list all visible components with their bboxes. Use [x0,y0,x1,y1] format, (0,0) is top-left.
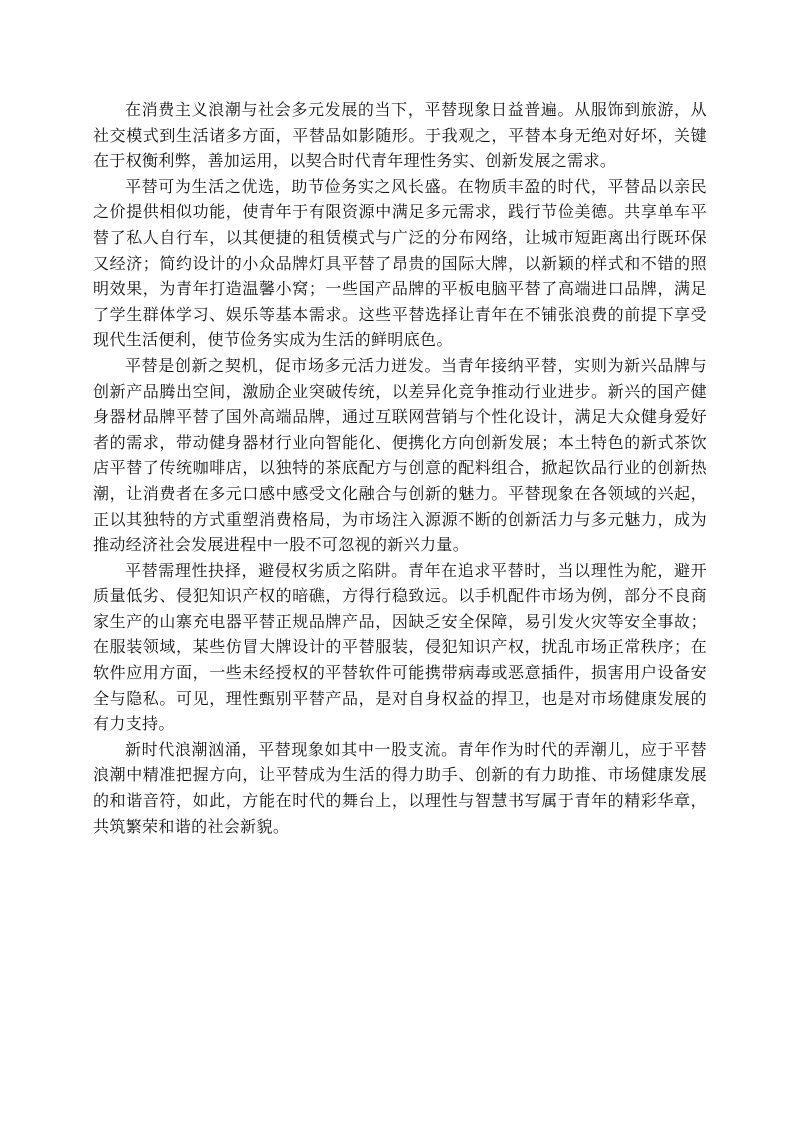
paragraph-intro: 在消费主义浪潮与社会多元发展的当下，平替现象日益普遍。从服饰到旅游，从社交模式到生活诸多方面，平替品如影随形。于我观之，平替本身无绝对好坏，关键在于权衡利弊，善加运用，以契合时代青年理性务实、创新发展之需求。 [93,100,707,171]
paragraph-innovation: 平替是创新之契机，促市场多元活力迸发。当青年接纳平替，实则为新兴品牌与创新产品腾出空间，激励企业突破传统，以差异化竞争推动行业进步。新兴的国产健身器材品牌平替了国外高端品牌，通过互联网营销与个性化设计，满足大众健身爱好者的需求，带动健身器材行业向智能化、便携化方向创新发展；本土特色的新式茶饮店平替了传统咖啡店，以独特的茶底配方与创意的配料组合，掀起饮品行业的创新热潮，让消费者在多元口感中感受文化融合与创新的魅力。平替现象在各领域的兴起，正以其独特的方式重塑消费格局，为市场注入源源不断的创新活力与多元魅力，成为推动经济社会发展进程中一股不可忽视的新兴力量。 [93,355,707,555]
paragraph-frugality: 平替可为生活之优选，助节俭务实之风长盛。在物质丰盈的时代，平替品以亲民之价提供相似功能，使青年于有限资源中满足多元需求，践行节俭美德。共享单车平替了私人自行车，以其便捷的租赁模式与广泛的分布网络，让城市短距离出行既环保又经济；简约设计的小众品牌灯具平替了昂贵的国际大牌，以新颖的样式和不错的照明效果，为青年打造温馨小窝；一些国产品牌的平板电脑平替了高端进口品牌，满足了学生群体学习、娱乐等基本需求。这些平替选择让青年在不铺张浪费的前提下享受现代生活便利，使节俭务实成为生活的鲜明底色。 [93,176,707,350]
essay-body [93,97,707,839]
paragraph-conclusion: 新时代浪潮汹涌，平替现象如其中一股支流。青年作为时代的弄潮儿，应于平替浪潮中精准把握方向，让平替成为生活的得力助手、创新的有力助推、市场健康发展的和谐音符，如此，方能在时代的舞台上，以理性与智慧书写属于青年的精彩华章，共筑繁荣和谐的社会新貌。 [93,739,707,836]
paragraph-rational-choice: 平替需理性抉择，避侵权劣质之陷阱。青年在追求平替时，当以理性为舵，避开质量低劣、侵犯知识产权的暗礁，方得行稳致远。以手机配件市场为例，部分不良商家生产的山寨充电器平替正规品牌产品，因缺乏安全保障，易引发火灾等安全事故；在服装领域，某些仿冒大牌设计的平替服装，侵犯知识产权，扰乱市场正常秩序；在软件应用方面，一些未经授权的平替软件可能携带病毒或恶意插件，损害用户设备安全与隐私。可见，理性甄别平替产品，是对自身权益的捍卫，也是对市场健康发展的有力支持。 [93,560,707,734]
